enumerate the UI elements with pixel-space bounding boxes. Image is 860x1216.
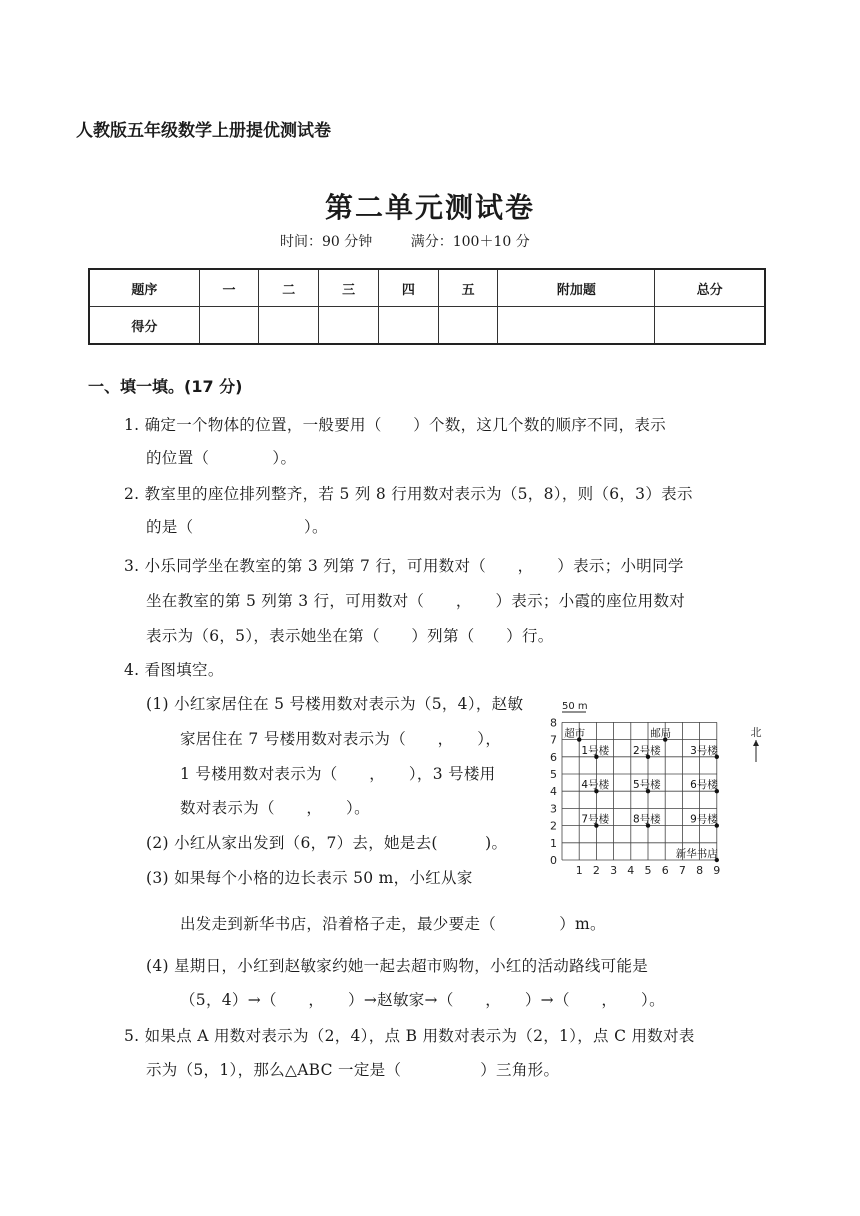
x-tick-label: 9: [713, 864, 721, 877]
document-header: 人教版五年级数学上册提优测试卷: [76, 121, 331, 141]
question-4-4-line-2: （5，4）→（ ， ）→赵敏家→（ ， ）→（ ， ）。: [180, 991, 665, 1009]
place-label: 3号楼: [690, 744, 718, 757]
section-title: 一、填一填。(17 分): [88, 377, 243, 396]
question-3-line-1: 3. 小乐同学坐在教室的第 3 列第 7 行，可用数对（ ， ）表示；小明同学: [124, 557, 684, 575]
score-table-header-row: [89, 269, 765, 307]
x-tick-label: 1: [575, 864, 583, 877]
question-1-line-1: 1. 确定一个物体的位置，一般要用（ ）个数，这几个数的顺序不同，表示: [124, 416, 667, 434]
time-limit: 时间：90 分钟: [280, 234, 373, 250]
y-tick-label: 0: [550, 854, 557, 867]
score-cell[interactable]: [199, 307, 259, 345]
x-tick-label: 5: [644, 864, 652, 877]
question-4-1-line-2: 家居住在 7 号楼用数对表示为（ ， ），: [180, 730, 502, 748]
place-label: 1号楼: [581, 744, 610, 757]
question-4-4-line-1: (4) 星期日，小红到赵敏家约她一起去超市购物，小红的活动路线可能是: [146, 957, 649, 975]
x-tick-label: 7: [678, 864, 686, 877]
question-2-line-2: 的是（ ）。: [146, 518, 328, 536]
question-4-title: 4. 看图填空。: [124, 661, 224, 679]
x-tick-label: 8: [696, 864, 704, 877]
question-4-3-line-2: 出发走到新华书店，沿着格子走，最少要走（ ）m。: [180, 915, 606, 933]
y-tick-label: 1: [550, 836, 557, 850]
north-label: 北: [750, 726, 762, 739]
question-4-1-line-4: 数对表示为（ ， ）。: [180, 799, 370, 817]
question-2-line-1: 2. 教室里的座位排列整齐，若 5 列 8 行用数对表示为（5，8），则（6，3）表示: [124, 485, 693, 503]
score-header-cell: 二: [259, 269, 319, 307]
score-row-label: 得分: [89, 307, 199, 345]
score-header-cell: 五: [438, 269, 498, 307]
place-label: 新华书店: [675, 848, 718, 860]
y-tick-label: 6: [550, 750, 557, 764]
place-label: 5号楼: [633, 779, 661, 792]
y-tick-label: 2: [550, 819, 557, 833]
score-table-score-row: [89, 307, 765, 345]
y-tick-label: 4: [550, 785, 557, 799]
scale-label: 50 m: [562, 701, 588, 712]
place-label: 2号楼: [633, 744, 661, 757]
place-label: 8号楼: [633, 813, 661, 826]
place-label: 超市: [564, 727, 586, 740]
score-cell[interactable]: [319, 307, 379, 345]
y-tick-label: 8: [550, 716, 557, 730]
score-header-cell: 附加题: [498, 269, 655, 307]
page-title: 第二单元测试卷: [324, 191, 535, 224]
place-label: 邮局: [650, 727, 672, 740]
score-header-cell: 总分: [655, 269, 765, 307]
score-cell[interactable]: [498, 307, 655, 345]
score-header-cell: 题序: [89, 269, 199, 307]
question-4-2: (2) 小红从家出发到（6，7）去，她是去( )。: [146, 834, 508, 852]
score-cell[interactable]: [655, 307, 765, 345]
question-4-1-line-1: (1) 小红家居住在 5 号楼用数对表示为（5，4），赵敏: [146, 695, 524, 713]
score-cell[interactable]: [378, 307, 438, 345]
question-5-line-1: 5. 如果点 A 用数对表示为（2，4），点 B 用数对表示为（2，1），点 C 用数对表: [124, 1027, 695, 1045]
score-header-cell: 一: [199, 269, 259, 307]
x-tick-label: 3: [610, 864, 618, 877]
exam-info: [280, 231, 564, 251]
score-table: [88, 268, 766, 345]
y-tick-label: 3: [550, 802, 557, 816]
question-3-line-2: 坐在教室的第 5 列第 3 行，可用数对（ ， ）表示；小霞的座位用数对: [146, 592, 686, 610]
x-tick-label: 4: [627, 864, 635, 877]
score-header-cell: 三: [319, 269, 379, 307]
x-tick-label: 6: [661, 864, 669, 877]
x-tick-label: 2: [592, 864, 600, 877]
map-figure: [542, 700, 772, 895]
full-score: 满分：100＋10 分: [410, 234, 530, 250]
score-cell[interactable]: [438, 307, 498, 345]
place-label: 9号楼: [690, 813, 718, 826]
place-label: 4号楼: [581, 779, 610, 792]
place-label: 7号楼: [581, 813, 610, 826]
y-tick-label: 5: [550, 768, 557, 781]
question-4-1-line-3: 1 号楼用数对表示为（ ， ），3 号楼用: [180, 765, 496, 783]
score-cell[interactable]: [259, 307, 319, 345]
question-5-line-2: 示为（5，1），那么△ABC 一定是（ ）三角形。: [146, 1061, 560, 1079]
y-tick-label: 7: [550, 733, 557, 747]
place-label: 6号楼: [690, 779, 718, 792]
question-4-3-line-1: (3) 如果每个小格的边长表示 50 m，小红从家: [146, 869, 473, 887]
question-3-line-3: 表示为（6，5），表示她坐在第（ ）列第（ ）行。: [146, 627, 554, 645]
question-1-line-2: 的位置（ ）。: [146, 449, 297, 467]
north-arrow-icon: [753, 740, 759, 762]
coordinate-grid-map: [542, 700, 772, 895]
score-header-cell: 四: [378, 269, 438, 307]
